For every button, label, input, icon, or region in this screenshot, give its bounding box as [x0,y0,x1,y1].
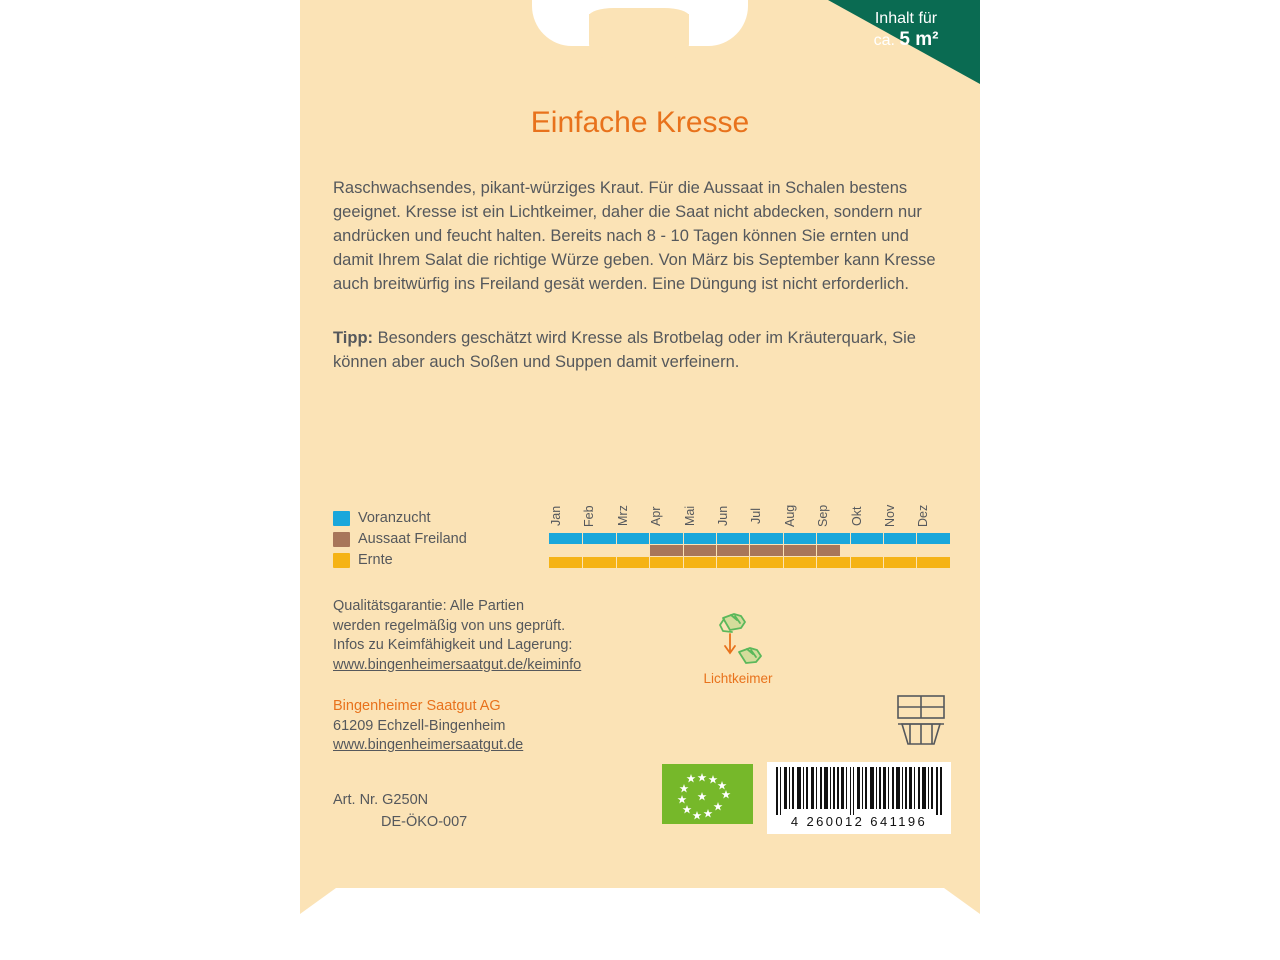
month-label: Sep [816,504,831,528]
eu-organic-logo [662,764,753,824]
month-label: Jun [716,505,730,527]
quality-line-3: Infos zu Keimfähigkeit und Lagerung: [333,637,573,653]
oko-control-code: DE-ÖKO-007 [381,814,468,830]
article-number-value: G250N [382,792,429,808]
bar-aussaat [649,545,840,556]
bar-voranzucht [549,533,950,544]
month-label: Mai [682,505,697,527]
packet-bottom-cut [300,888,980,960]
month-label: Dez [916,504,931,528]
calendar-row-aussaat [549,545,950,556]
legend-swatch-ernte [333,553,350,568]
legend-item [333,550,467,570]
sowing-calendar-chart [549,494,950,572]
page-title: Einfache Kresse [530,106,750,139]
month-label: Feb [582,505,597,527]
legend-swatch-voranzucht [333,511,350,526]
barcode-lines [776,767,942,815]
lichtkeimer-label: Lichtkeimer [703,671,773,686]
calendar-month-labels [549,494,950,533]
company-website-text[interactable]: www.bingenheimersaatgut.de [333,737,524,753]
content-area-text [846,8,966,51]
month-label: Apr [649,506,664,526]
month-label: Mrz [615,505,630,527]
keiminfo-link-text[interactable]: www.bingenheimersaatgut.de/keiminfo [333,656,582,673]
barcode-glyph [776,767,942,815]
tip-paragraph [333,326,950,374]
legend-item [333,508,467,528]
company-address: 61209 Echzell-Bingenheim [333,717,506,734]
content-area-line1: Inhalt für [874,10,938,27]
seed-tray-icon [888,694,954,750]
calendar-row-ernte [549,557,950,568]
keiminfo-link[interactable] [333,656,623,676]
seed-packet-back [300,0,980,960]
month-label: Jan [549,505,563,527]
content-area-value: 5 m² [899,29,939,50]
tip-label: Tipp: [333,329,374,347]
article-number-label: Art. Nr. [333,792,383,808]
description-text: Raschwachsendes, pikant-würziges Kraut. Für die Aussaat in Schalen bestens geeignet. Kresse ist ein Lichtkeimer, daher die Saat nicht abdecken, sondern nur andrücken und feucht halten. Bereits nach 8 - 10 Tagen können Sie ernten und damit Ihrem Salat die richtige Würze geben. Von März bis September kann Kresse auch breitwürfig ins Freiland gesät werden. Eine Düngung ist nicht erforderlich. [333,179,936,293]
quality-line-1: Qualitätsgarantie: Alle Partien [333,598,525,614]
article-number-block [333,789,467,833]
tip-text: Besonders geschätzt wird Kresse als Brotbelag oder im Kräuterquark, Sie können aber auch Soßen und Suppen damit verfeinern. [333,329,916,371]
company-block [333,697,523,756]
light-germinator-icon [701,612,775,664]
month-label: Aug [782,504,797,528]
legend-item [333,529,467,549]
company-name: Bingenheimer Saatgut AG [333,698,501,714]
legend-label-ernte: Ernte [358,552,393,568]
company-website[interactable] [333,736,523,756]
bar-ernte [549,557,950,568]
legend-label-aussaat: Aussaat Freiland [358,531,467,547]
calendar-row-voranzucht [549,533,950,544]
legend-label-voranzucht: Voranzucht [358,510,431,526]
quality-guarantee-block [333,597,623,675]
month-label: Okt [849,506,864,526]
lichtkeimer-block [683,612,793,686]
seed-tray-glyph [888,694,954,750]
month-label: Jul [749,508,764,524]
content-area-prefix: ca. [873,32,900,49]
hang-hole-notch [589,14,689,58]
barcode [767,762,951,834]
calendar-legend [333,508,467,571]
quality-line-2: werden regelmäßig von uns geprüft. [333,617,566,634]
content-area-line2 [846,29,966,51]
month-label: Nov [883,504,897,528]
eu-organic-leaf-icon [662,764,753,824]
calendar-bars [549,533,950,568]
legend-swatch-aussaat [333,532,350,547]
barcode-digits: 4 260012 641196 [790,814,928,829]
